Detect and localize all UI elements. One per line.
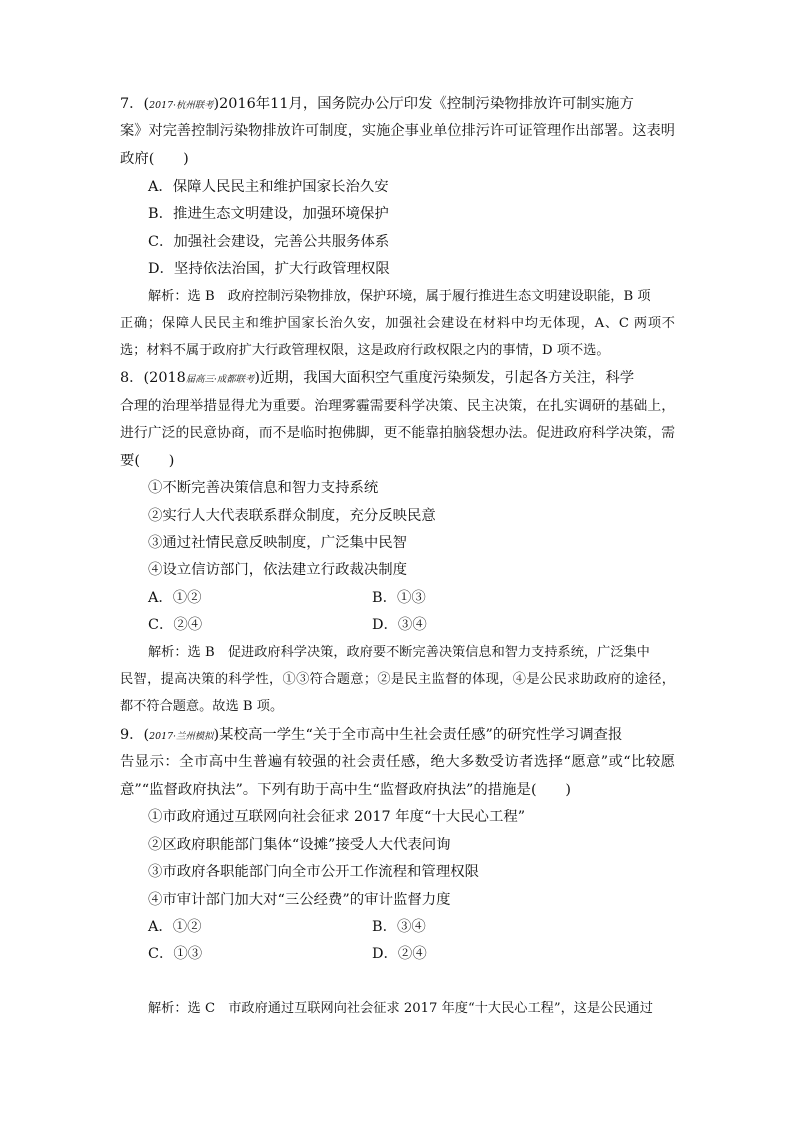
question-7-stem-line-3: 政府( ) [120,151,189,167]
question-9-stem-line-1: 9．(2017·兰州模拟)某校高一学生“关于全市高中生社会责任感”的研究性学习调查报 [120,727,623,743]
option-d: D．坚持依法治国，扩大行政管理权限 [148,261,390,277]
question-7-stem-line-2: 案》对完善控制污染物排放许可制度，实施企事业单位排污许可证管理作出部署。这表明 [120,123,675,139]
question-source-year: 2017· [149,731,177,742]
question-source-year: 2018 [149,370,186,386]
question-source-year: 2017· [149,100,177,111]
option-a: A．①② [148,590,202,606]
option-d: D．②④ [372,946,427,962]
statement-2: ②实行人大代表联系群众制度，充分反映民意 [148,508,436,524]
question-source: 杭州联考 [176,100,214,111]
explanation-line-1: 解析：选 B 政府控制污染物排放，保护环境，属于履行推进生态文明建设职能，B 项 [148,289,651,304]
question-8-stem-line-2: 合理的治理举措显得尤为重要。治理雾霾需要科学决策、民主决策，在扎实调研的基础上， [120,398,675,414]
question-source: 届高三·成都联考 [185,374,255,385]
explanation-line-1: 解析：选 B 促进政府科学决策，政府要不断完善决策信息和智力支持系统，广泛集中 [148,645,650,660]
option-d: D．③④ [372,617,427,633]
explanation-line-1: 解析：选 C 市政府通过互联网向社会征求 2017 年度“十大民心工程”，这是公民通过 [148,1001,653,1016]
question-8-stem-line-1: 8．(2018届高三·成都联考)近期，我国大面积空气重度污染频发，引起各方关注，科学 [120,370,635,386]
option-b: B．③④ [372,919,426,935]
question-8-stem-line-3: 进行广泛的民意协商，而不是临时抱佛脚，更不能靠拍脑袋想办法。促进政府科学决策，需 [120,425,675,441]
explanation-line-3: 都不符合题意。故选 B 项。 [120,699,284,714]
option-b: B．推进生态文明建设，加强环境保护 [148,206,389,222]
option-b: B．①③ [372,590,426,606]
statement-4: ④市审计部门加大对“三公经费”的审计监督力度 [148,892,451,908]
question-8-stem-line-4: 要( ) [120,453,175,469]
explanation-line-2: 民智，提高决策的科学性，①③符合题意；②是民主监督的体现，④是公民求助政府的途径， [120,672,675,687]
question-9-stem-line-3: 意”“监督政府执法”。下列有助于高中生“监督政府执法”的措施是( ) [120,782,571,798]
statement-1: ①市政府通过互联网向社会征求 2017 年度“十大民心工程” [148,809,526,825]
option-c: C．②④ [148,617,203,633]
explanation-line-2: 正确；保障人民民主和维护国家长治久安，加强社会建设在材料中均无体现，A、C 两项不 [120,316,675,331]
question-9-stem-line-2: 告显示：全市高中生普遍有较强的社会责任感，绝大多数受访者选择“愿意”或“比较愿 [120,754,675,770]
statement-4: ④设立信访部门，依法建立行政裁决制度 [148,562,408,578]
option-a: A．保障人民民主和维护国家长治久安 [148,179,389,195]
option-c: C．①③ [148,946,203,962]
explanation-line-3: 选；材料不属于政府扩大行政管理权限，这是政府行政权限之内的事情，D 项不选。 [120,343,610,358]
statement-3: ③市政府各职能部门向全市公开工作流程和管理权限 [148,864,479,880]
statement-1: ①不断完善决策信息和智力支持系统 [148,480,379,496]
question-7-stem-line-1: 7．(2017·杭州联考)2016年11月，国务院办公厅印发《控制污染物排放许可制实施方 [120,96,634,112]
statement-2: ②区政府职能部门集体“设摊”接受人大代表问询 [148,837,451,853]
option-c: C．加强社会建设，完善公共服务体系 [148,234,390,250]
statement-3: ③通过社情民意反映制度，广泛集中民智 [148,535,408,551]
option-a: A．①② [148,919,202,935]
question-source: 兰州模拟 [176,731,214,742]
